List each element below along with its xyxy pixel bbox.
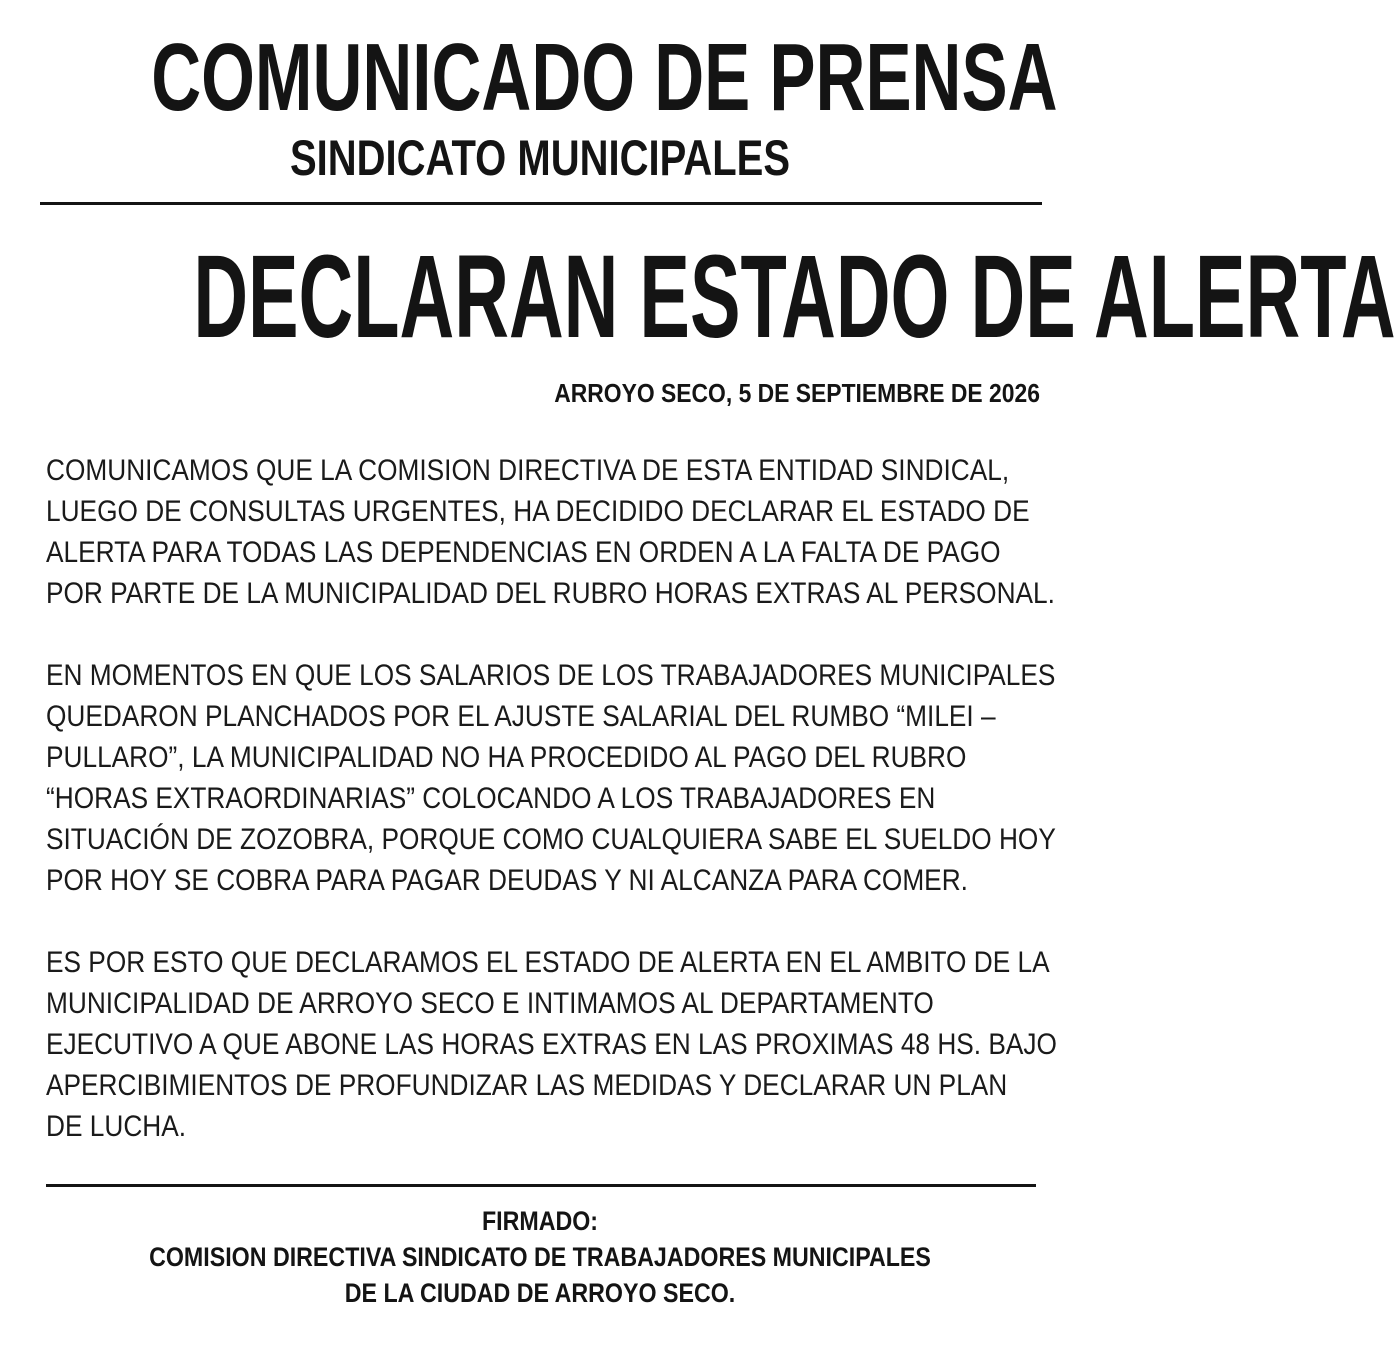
- paragraph-line: EN MOMENTOS EN QUE LOS SALARIOS DE LOS TRABAJADORES MUNICIPALES: [46, 659, 1056, 692]
- page-title: COMUNICADO DE PRENSA: [151, 24, 1058, 131]
- paragraph-3: [46, 942, 1057, 1147]
- signature-block: [0, 1203, 1080, 1311]
- paragraph-line: APERCIBIMIENTOS DE PROFUNDIZAR LAS MEDIDAS Y DECLARAR UN PLAN: [46, 1069, 1008, 1102]
- paragraph-line: PULLARO”, LA MUNICIPALIDAD NO HA PROCEDIDO AL PAGO DEL RUBRO: [46, 741, 967, 774]
- headline: DECLARAN ESTADO DE ALERTA: [193, 231, 1396, 363]
- paragraph-line: COMUNICAMOS QUE LA COMISION DIRECTIVA DE ESTA ENTIDAD SINDICAL,: [46, 454, 1010, 487]
- paragraph-line: POR HOY SE COBRA PARA PAGAR DEUDAS Y NI ALCANZA PARA COMER.: [46, 864, 968, 897]
- paragraph-line: LUEGO DE CONSULTAS URGENTES, HA DECIDIDO DECLARAR EL ESTADO DE: [46, 495, 1030, 528]
- paragraph-line: SITUACIÓN DE ZOZOBRA, PORQUE COMO CUALQUIERA SABE EL SUELDO HOY: [46, 823, 1056, 856]
- paragraph-line: POR PARTE DE LA MUNICIPALIDAD DEL RUBRO HORAS EXTRAS AL PERSONAL.: [46, 577, 1055, 610]
- signature-line-2: DE LA CIUDAD DE ARROYO SECO.: [344, 1278, 736, 1308]
- paragraph-1: [46, 450, 1055, 614]
- paragraph-line: EJECUTIVO A QUE ABONE LAS HORAS EXTRAS EN LAS PROXIMAS 48 HS. BAJO: [46, 1028, 1057, 1061]
- organization-name: SINDICATO MUNICIPALES: [289, 130, 791, 186]
- paragraph-line: ALERTA PARA TODAS LAS DEPENDENCIAS EN ORDEN A LA FALTA DE PAGO: [46, 536, 1001, 569]
- paragraph-line: QUEDARON PLANCHADOS POR EL AJUSTE SALARIAL DEL RUMBO “MILEI –: [46, 700, 996, 733]
- paragraph-line: ES POR ESTO QUE DECLARAMOS EL ESTADO DE ALERTA EN EL AMBITO DE LA: [46, 946, 1050, 979]
- top-divider: [40, 202, 1042, 205]
- paragraph-line: DE LUCHA.: [46, 1110, 187, 1143]
- signature-label: FIRMADO:: [481, 1206, 599, 1236]
- paragraph-line: MUNICIPALIDAD DE ARROYO SECO E INTIMAMOS AL DEPARTAMENTO: [46, 987, 934, 1020]
- paragraph-2: [46, 655, 1056, 901]
- dateline: ARROYO SECO, 5 DE SEPTIEMBRE DE 2026: [554, 378, 1040, 408]
- paragraph-line: “HORAS EXTRAORDINARIAS” COLOCANDO A LOS TRABAJADORES EN: [46, 782, 936, 815]
- bottom-divider: [46, 1184, 1036, 1187]
- signature-line-1: COMISION DIRECTIVA SINDICATO DE TRABAJADORES MUNICIPALES: [149, 1242, 931, 1272]
- body-text: [46, 450, 1057, 1188]
